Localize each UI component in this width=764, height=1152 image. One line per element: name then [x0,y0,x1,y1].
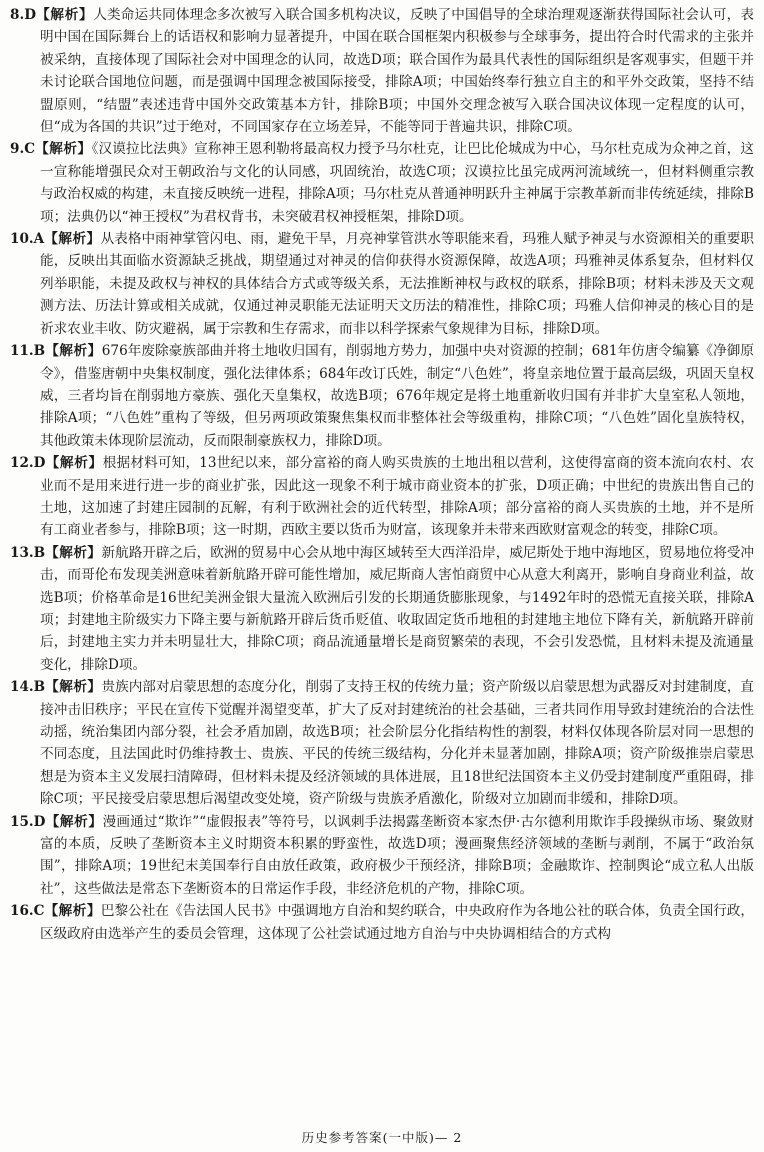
analysis-tag: 【解析】 [45,343,102,360]
answer-number: 8.D [10,7,36,23]
analysis-tag: 【解析】 [44,903,101,920]
answer-item-9 [10,138,754,228]
answer-number: 11.B [10,343,46,360]
answer-text: 贵族内部对启蒙思想的态度分化，削弱了支持王权的传统力量；资产阶级以启蒙思想为武器反对封建制度，直接冲击旧秩序；平民在宣传下觉醒并渴望变革，扩大了反对封建统治的社会基础，三者共同作用导致封建统治的合法性动摇，统治集团内部分裂，社会矛盾加剧，故选B项；社会阶层分化指结构性的割裂，材料仅体现各阶层对同一思想的不同态度，且法国此时仍维持教士、贵族、平民的传统三级结构，分化并未显著加剧，排除A项；资产阶级推崇启蒙思想是为资本主义发展扫清障碍，但材料未提及经济领域的具体进展，且18世纪法国资本主义仍受封建制度严重阻碍，排除C项；平民接受启蒙思想后渴望改变处境，资产阶级与贵族矛盾激化，阶级对立加剧而非缓和，排除D项。 [40,679,755,808]
analysis-tag: 【解析】 [45,679,102,696]
answer-item-8 [10,4,754,138]
analysis-tag: 【解析】 [45,544,102,561]
answer-number: 12.D [10,455,46,472]
answer-item-16 [10,900,754,945]
answer-text: 根据材料可知，13世纪以来，部分富裕的商人购买贵族的土地出租以营利，这使得富商的资本流向农村、农业而不是用来进行进一步的商业扩张，因此这一现象不利于城市商业资本的扩张，D项正确；中世纪的贵族出售自己的土地，这加速了封建庄园制的瓦解，有利于欧洲社会的近代转型，排除A项；部分富裕的商人买贵族的土地，并不是所有工商业者参与，排除B项；这一时期，西欧主要以货币为财富，该现象并未带来西欧财富观念的转变，排除C项。 [40,455,754,539]
answer-number: 13.B [10,544,46,561]
answer-number: 14.B [10,679,46,696]
analysis-tag: 【解析】 [44,231,101,248]
answer-text: 人类命运共同体理念多次被写入联合国多机构决议，反映了中国倡导的全球治理观逐渐获得国际社会认可，表明中国在国际舞台上的话语权和影响力显著提升，中国在联合国框架内积极参与全球事务，提出符合时代需求的主张并被采纳，直接体现了国际社会对中国理念的认同，故选D项；联合国作为最具代表性的国际组织是客观事实，但题干并未讨论联合国地位问题，而是强调中国理念被国际接受，排除A项；中国始终奉行独立自主的和平外交政策，坚持不结盟原则，“结盟”表述违背中国外交政策基本方针，排除B项；中国外交理念被写入联合国决议体现一定程度的认可，但“成为各国的共识”过于绝对，不同国家存在立场差异，不能等同于普遍共识，排除C项。 [40,7,755,136]
answer-text: 新航路开辟之后，欧洲的贸易中心会从地中海区域转至大西洋沿岸，威尼斯处于地中海地区，贸易地位将受冲击，而哥伦布发现美洲意味着新航路开辟可能性增加，威尼斯商人害怕商贸中心从意大利离开，影响自身商业利益，故选B项；价格革命是16世纪美洲金银大量流入欧洲后引发的长期通货膨胀现象，与1492年时的恐慌无直接关联，排除A项；封建地主阶级实力下降主要与新航路开辟后货币贬值、收取固定货币地租的封建地主地位下降有关，新航路开辟前后，封建地主实力并未明显壮大，排除C项；商品流通量增长是商贸繁荣的表现，不会引发恐慌，且材料未提及流通量变化，排除D项。 [40,544,755,673]
answer-number: 15.D [10,813,46,830]
page-footer: 历史参考答案(一中版)— 2 [301,1130,463,1145]
answer-number: 10.A [10,231,45,248]
answer-text: 从表格中雨神掌管闪电、雨，避免干旱，月亮神掌管洪水等职能来看，玛雅人赋予神灵与水资源相关的重要职能，反映出其面临水资源缺乏挑战，期望通过对神灵的信仰获得水资源保障，故选A项；玛雅神灵体系复杂，但材料仅列举职能，未提及政权与神权的具体结合方式或等级关系，无法推断神权与政权的联系，排除B项；材料未涉及天文观测方法、历法计算或相关成就，仅通过神灵职能无法证明天文历法的精准性，排除C项；玛雅人信仰神灵的核心目的是祈求农业丰收、防灾避祸，属于宗教和生存需求，而非以科学探索气象规律为目标，排除D项。 [40,231,755,337]
analysis-tag: 【解析】 [45,813,103,830]
answer-text: 《汉谟拉比法典》宣称神王恩利勒将最高权力授予马尔杜克，让巴比伦城成为中心，马尔杜克成为众神之首，这一宣称能增强民众对王朝政治与文化的认同感，巩固统治，故选C项；汉谟拉比虽完成两河流域统一，但材料侧重宗教与政治权威的构建，未直接反映统一进程，排除A项；马尔杜克从普通神明跃升主神属于宗教革新而非传统延续，排除B项；法典仍以“神王授权”为君权背书，未突破君权神授框架，排除D项。 [40,141,754,225]
analysis-tag: 【解析】 [35,141,92,158]
answer-item-13 [10,542,754,676]
answer-text: 漫画通过“欺诈”“虚假报表”等符号，以讽刺手法揭露垄断资本家杰伊·古尔德利用欺诈手段操纵市场、聚敛财富的本质，反映了垄断资本主义时期资本积累的野蛮性，故选D项；漫画聚焦经济领域的垄断与剥削，不属于“政治氛围”，排除A项；19世纪末美国奉行自由放任政策，政府极少干预经济，排除B项；金融欺诈、控制舆论“成立私人出版社”，这些做法是常态下垄断资本的日常运作手段，非经济危机的产物，排除C项。 [40,813,755,897]
answer-text: 676年废除豪族部曲并将土地收归国有，削弱地方势力，加强中央对资源的控制；681年仿唐令编纂《净御原令》，借鉴唐朝中央集权制度，强化法律体系；684年改订氏姓，制定“八色姓”，将皇亲地位置于最高层级，巩固天皇权威，三者均旨在削弱地方豪族、强化天皇集权，故选B项；676年规定是将土地重新收归国有并非扩大皇室私人领地，排除A项；“八色姓”重构了等级，但另两项政策聚焦集权而非整体社会等级重构，排除C项；“八色姓”固化皇族特权，其他政策未体现阶层流动，反而限制豪族权力，排除D项。 [40,343,755,449]
answer-list [10,4,754,945]
answer-item-10 [10,228,754,340]
analysis-tag: 【解析】 [35,7,94,23]
answer-item-12 [10,452,754,542]
analysis-tag: 【解析】 [45,455,103,472]
answer-number: 16.C [10,903,45,920]
answer-item-11 [10,340,754,452]
answer-item-15 [10,811,754,901]
answer-text: 巴黎公社在《告法国人民书》中强调地方自治和契约联合，中央政府作为各地公社的联合体，负责全国行政，区级政府由选举产生的委员会管理，这体现了公社尝试通过地方自治与中央协调相结合的方式构 [40,903,754,942]
answer-number: 9.C [10,141,36,158]
answer-item-14 [10,676,754,810]
